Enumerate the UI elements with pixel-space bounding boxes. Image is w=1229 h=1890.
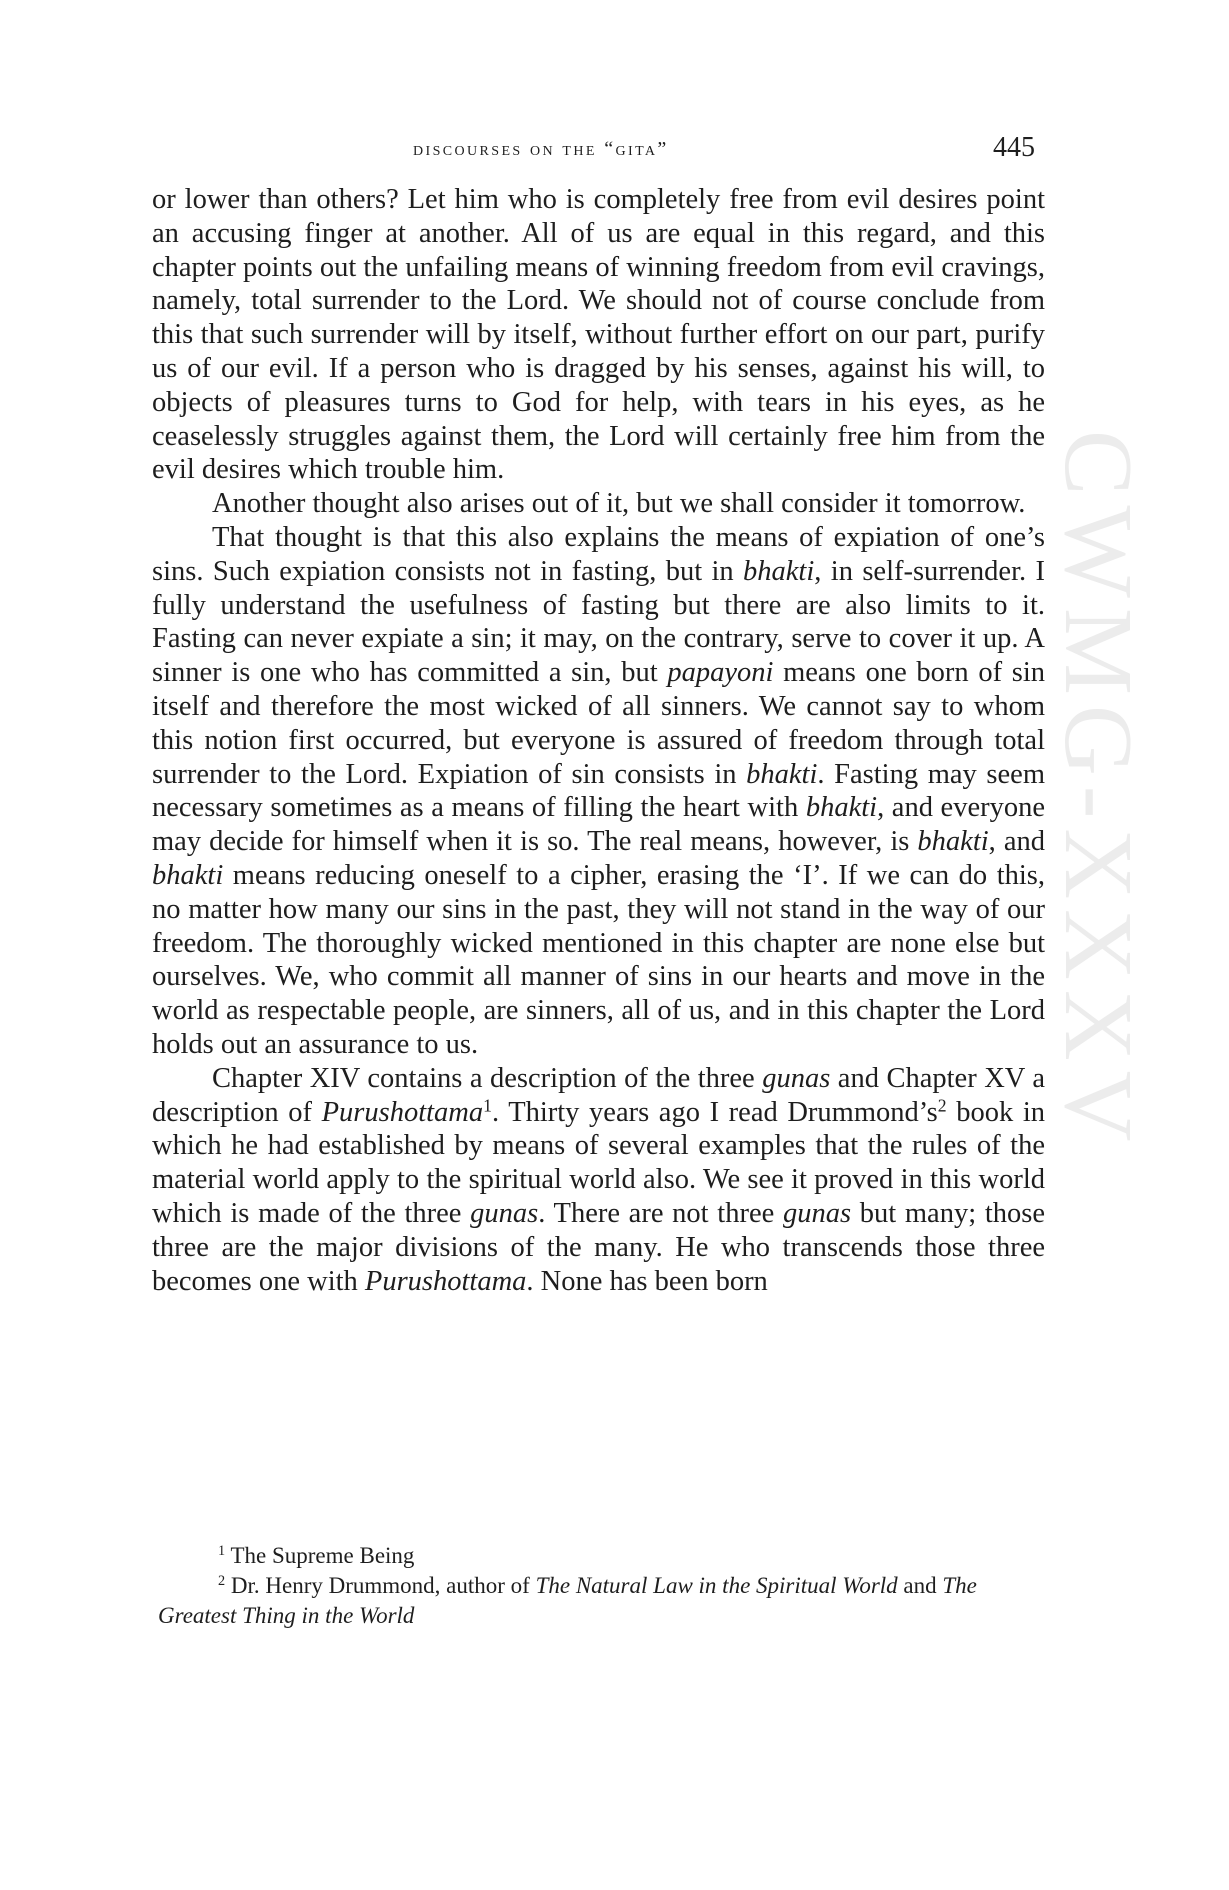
paragraph: Chapter XIV contains a description of the three gunas and Chapter XV a description of Purushottama$^1$. Thirty years ago I read $Drummond’s^2$ book in which he had established by means of several examples that the rules of the material world apply to the spiritual world also. We see it proved in this world which is made of the three gunas. There are not three gunas but many; those three are the major divisions of the many. He who transcends those three becomes one with Purushottama. None has been born <box>152 1062 1045 1297</box>
body-text <box>152 183 1045 1298</box>
running-title: discourses on the “gita” <box>413 138 669 160</box>
paragraph: That thought is that this also explains the means of expiation of one’s sins. Such expiation consists not in fasting, but in bhakti, in self-surrender. I fully understand the usefulness of fasting but there are also limits to it. Fasting can never expiate a sin; it may, on the contrary, serve to cover it up. A sinner is one who has committed a sin, but papayoni means one born of sin itself and therefore the most wicked of all sinners. We cannot say to whom this notion first occurred, but everyone is assured of freedom through total surrender to the Lord. Expiation of sin consists in bhakti. Fasting may seem necessary sometimes as a means of filling the heart with bhakti, and everyone may decide for himself when it is so. The real means, however, is bhakti, and bhakti means reducing oneself to a cipher, erasing the ‘I’. If we can do this, no matter how many our sins in the past, they will not stand in the way of our freedom. The thoroughly wicked mentioned in this chapter are none else but ourselves. We, who commit all manner of sins in our hearts and move in the world as respectable people, are sinners, all of us, and in this chapter the Lord holds out an assurance to us. <box>152 521 1045 1060</box>
page-number: 445 <box>993 132 1035 163</box>
footnote: $^2$ Dr. Henry Drummond, author of The Natural Law in the Spiritual World and The Greatest Thing in the World <box>158 1573 977 1628</box>
paragraph: or lower than others? Let him who is completely free from evil desires point an accusing finger at another. All of us are equal in this regard, and this chapter points out the unfailing means of winning freedom from evil cravings, namely, total surrender to the Lord. We should not of course conclude from this that such surrender will by itself, without further effort on our part, purify us of our evil. If a person who is dragged by his senses, against his will, to objects of pleasures turns to God for help, with tears in his eyes, as he ceaselessly struggles against them, the Lord will certainly free him from the evil desires which trouble him. <box>152 184 1045 486</box>
running-head <box>0 132 1229 166</box>
watermark: CWMG-XXXV <box>1044 430 1152 1152</box>
paragraph: Another thought also arises out of it, but we shall consider it tomorrow. <box>212 488 1026 520</box>
footnote: $^1$ The Supreme Being <box>218 1543 415 1568</box>
footnotes <box>158 1541 1051 1631</box>
